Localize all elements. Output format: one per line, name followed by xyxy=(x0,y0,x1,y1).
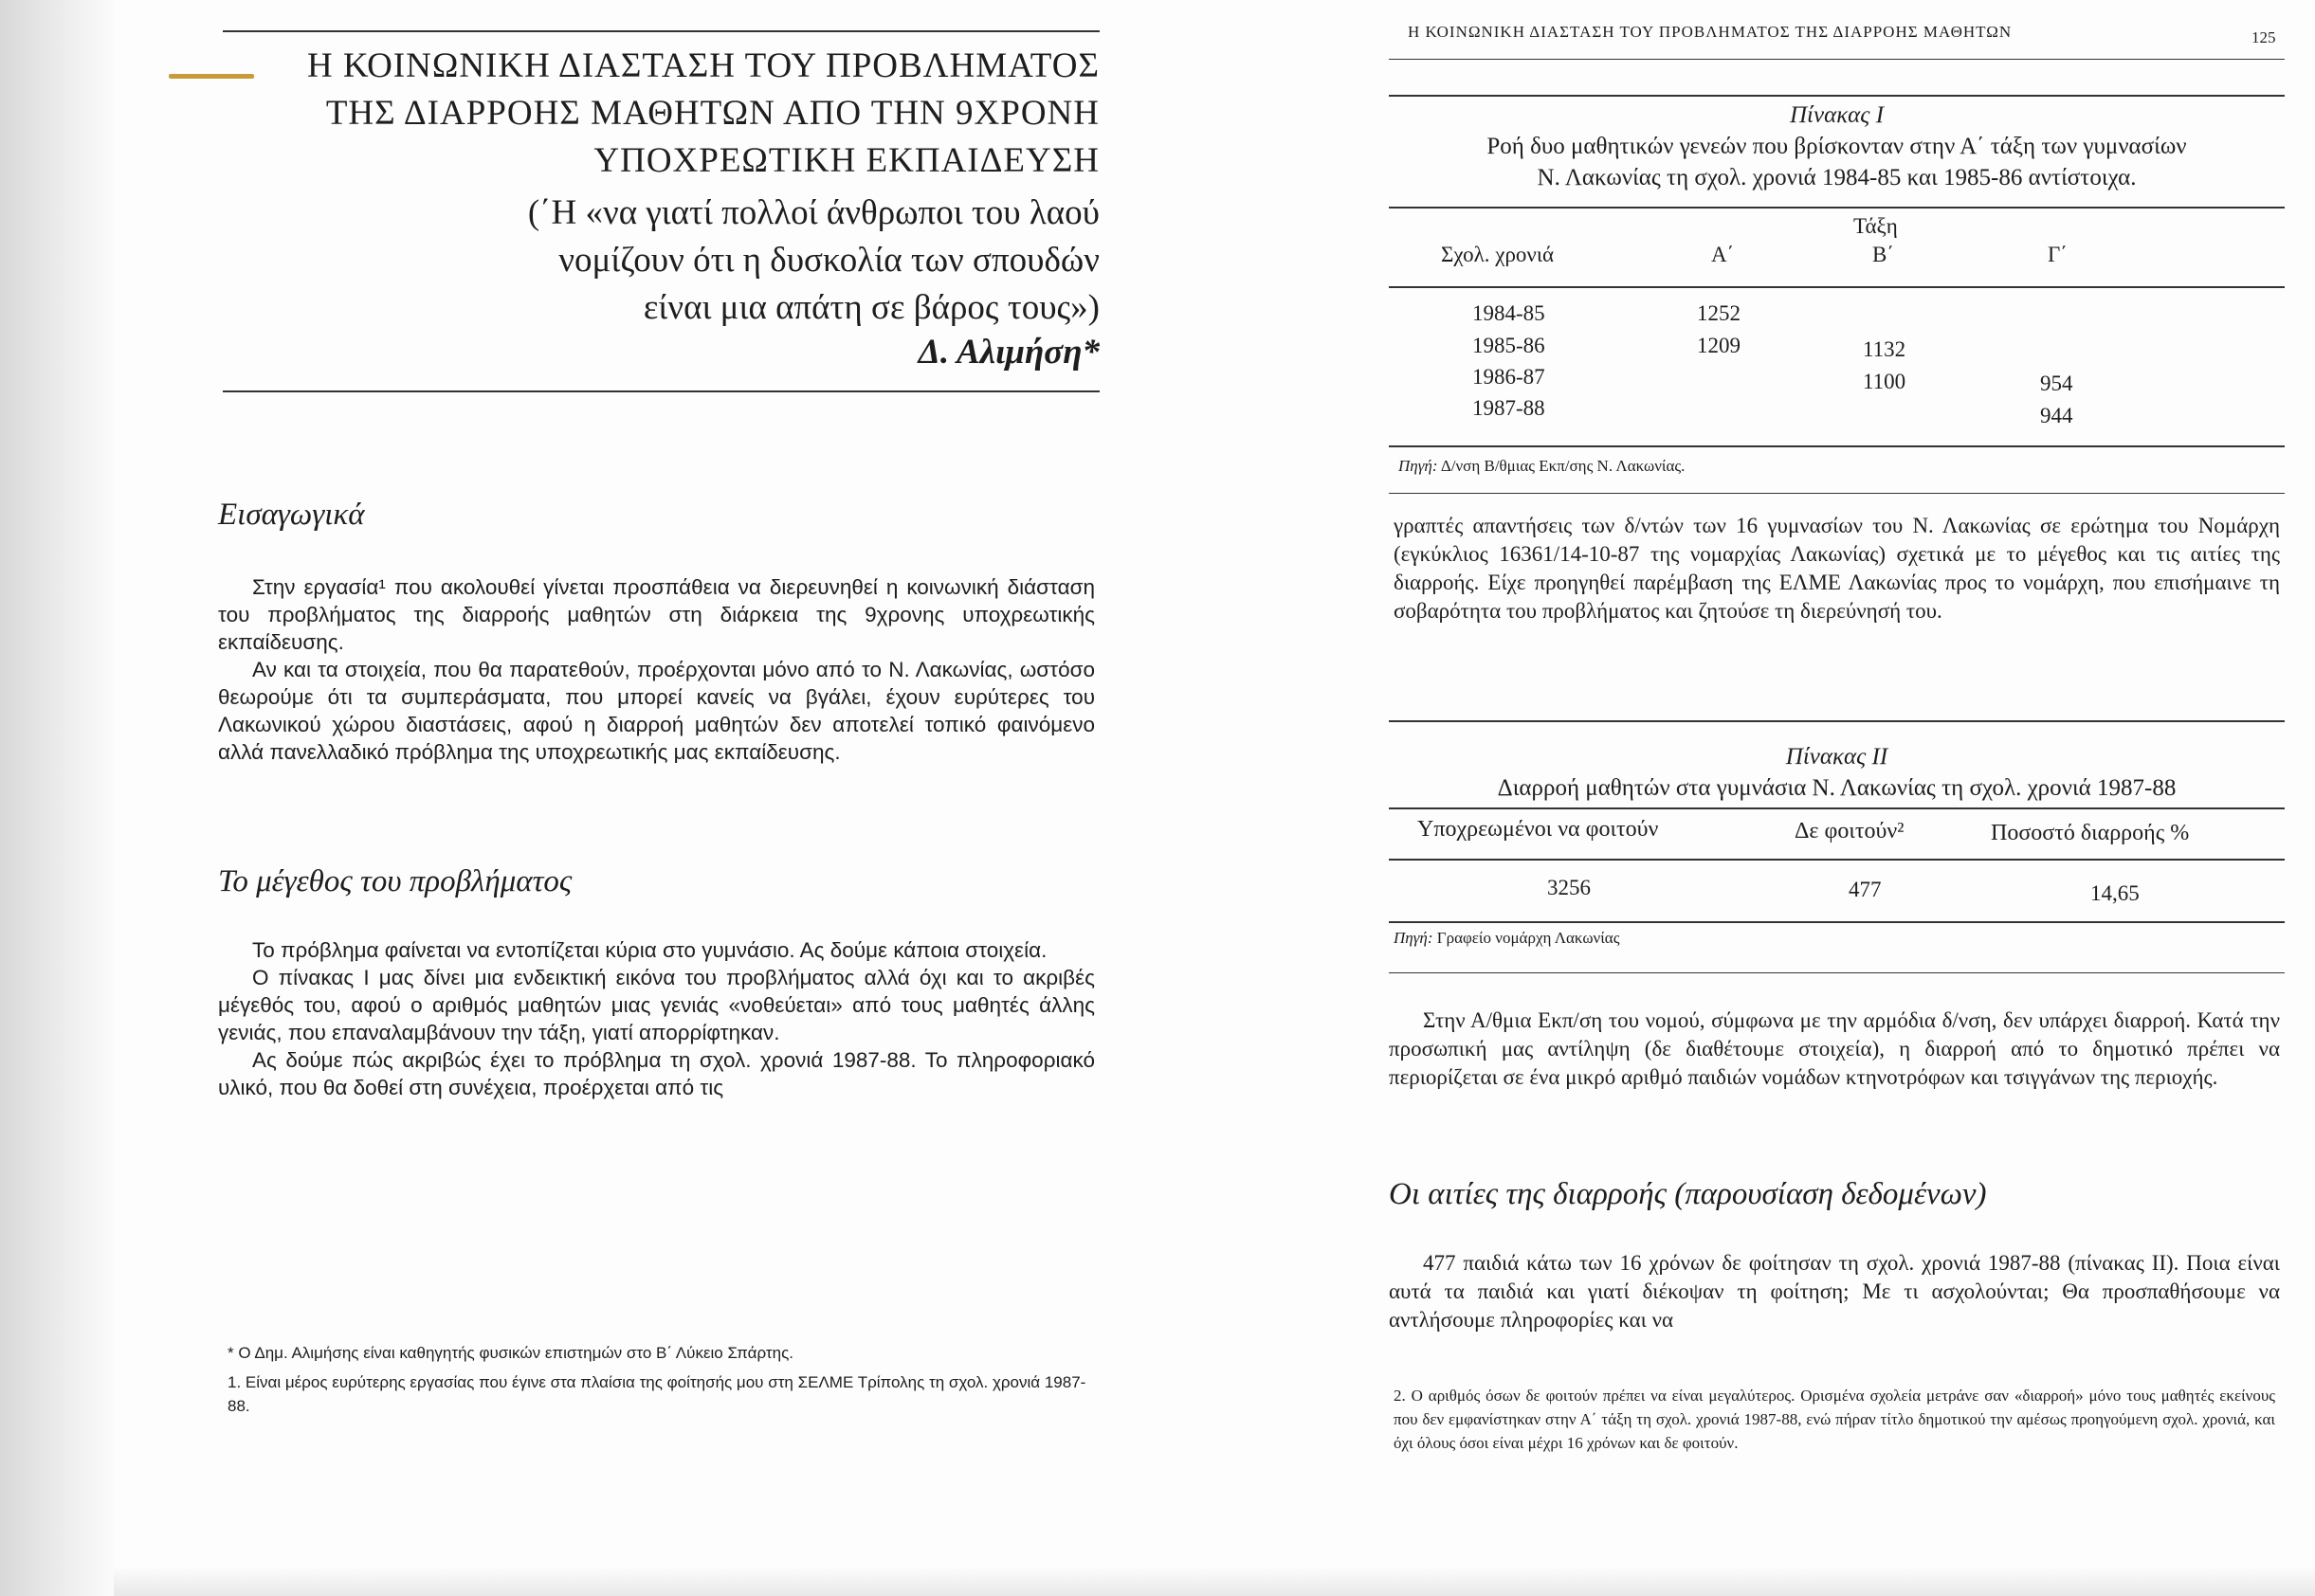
table2-cell: 14,65 xyxy=(2090,881,2140,905)
subtitle-line: (΄Η «να γιατί πολλοί άνθρωποι του λαού xyxy=(527,193,1100,232)
running-head: Η ΚΟΙΝΩΝΙΚΗ ΔΙΑΣΤΑΣΗ ΤΟΥ ΠΡΟΒΛΗΜΑΤΟΣ ΤΗΣ ΔΙΑΡΡΟΗΣ ΜΑΘΗΤΩΝ xyxy=(1408,23,2013,41)
table1-col-c: Γ΄ xyxy=(2048,243,2068,266)
right-paragraph-2 xyxy=(1389,1007,2280,1092)
title-line: ΤΗΣ ΔΙΑΡΡΟΗΣ ΜΑΘΗΤΩΝ ΑΠΟ ΤΗΝ 9ΧΡΟΝΗ xyxy=(325,94,1100,133)
title-line: ΥΠΟΧΡΕΩΤΙΚΗ ΕΚΠΑΙΔΕΥΣΗ xyxy=(593,141,1100,180)
table2-col-1: Υποχρεωμένοι να φοιτούν xyxy=(1417,817,1659,842)
size-text xyxy=(218,936,1095,1101)
paragraph: Ο πίνακας Ι μας δίνει μια ενδεικτική εικόνα του προβλήματος αλλά όχι και το ακριβές μέγεθός του, αφού ο αριθμός μαθητών μιας γενιάς «νοθεύεται» από τους μαθητές άλλης γενιάς, που επαναλαμβάνουν την τάξη, γιατί απορρίφτηκαν. xyxy=(218,966,1095,1044)
table1-col-year: Σχολ. χρονιά xyxy=(1441,243,1555,266)
table1-header-rule xyxy=(1389,207,2285,209)
article-subtitle xyxy=(223,190,1100,332)
table2-caption xyxy=(1389,741,2285,804)
table1-caption-line: Ν. Λακωνίας τη σχολ. χρονιά 1984-85 και 1985-86 αντίστοιχα. xyxy=(1537,165,2137,190)
table1-group-header: Τάξη xyxy=(1853,214,1898,238)
page-bottom-shadow xyxy=(114,1569,2315,1596)
source-text: Γραφείο νομάρχη Λακωνίας xyxy=(1436,929,1620,947)
footnote-author: * Ο Δημ. Αλιμήσης είναι καθηγητής φυσικών επιστημών στο Β΄ Λύκειο Σπάρτης. xyxy=(228,1344,794,1362)
table1-top-rule xyxy=(1389,95,2285,97)
right-paragraph-3 xyxy=(1389,1249,2280,1334)
title-top-rule xyxy=(223,30,1100,32)
table1-cell: 954 xyxy=(2040,372,2073,395)
table1-cell: 1985-86 xyxy=(1472,334,1545,357)
section-heading-intro: Εισαγωγικά xyxy=(218,498,365,532)
table1-caption-line: Ροή δυο μαθητικών γενεών που βρίσκονταν στην Α΄ τάξη των γυμνασίων xyxy=(1486,134,2187,159)
table1-cell: 1100 xyxy=(1863,370,1906,393)
author: Δ. Αλιμήση* xyxy=(918,333,1100,372)
table1-cell: 1984-85 xyxy=(1472,301,1545,325)
footnotes xyxy=(228,1341,1095,1418)
intro-text xyxy=(218,573,1095,766)
table1-cell: 1132 xyxy=(1863,337,1906,361)
footnote-2: 2. Ο αριθμός όσων δε φοιτούν πρέπει να είναι μεγαλύτερος. Ορισμένα σχολεία μετράνε σαν «διαρροή» μόνο τους μαθητές εκείνους που δεν εμφανίστηκαν στην Α΄ τάξη τη σχολ. χρονιά 1987-88, ενώ πήραν τίτλο δημοτικού την αμέσως προηγούμενη σχολ. χρονιά, και όχι όλους όσοι είναι μέχρι 16 χρόνων και δε φοιτούν. xyxy=(1394,1387,2275,1452)
table2-label: Πίνακας ΙΙ xyxy=(1785,744,1888,770)
table2-col-2: Δε φοιτούν² xyxy=(1795,819,1905,843)
paragraph: Αν και τα στοιχεία, που θα παρατεθούν, προέρχονται μόνο από το Ν. Λακωνίας, ωστόσο θεωρούμε ότι τα συμπεράσματα, που μπορεί κανείς να βγάλει, έχουν ευρύτερες του Λακωνικού χώρου διαστάσεις, αφού η διαρροή μαθητών δεν αποτελεί τοπικό φαινόμενο αλλά πανελλαδικό πρόβλημα της υποχρεωτικής μας εκπαίδευσης. xyxy=(218,658,1095,764)
source-label: Πηγή: xyxy=(1398,457,1438,475)
table1-cell: 1987-88 xyxy=(1472,396,1545,420)
table2-cell: 3256 xyxy=(1547,876,1591,899)
paragraph: Στην εργασία¹ που ακολουθεί γίνεται προσπάθεια να διερευνηθεί η κοινωνική διάσταση του προβλήματος της διαρροής μαθητών στη διάρκεια της 9χρονης υποχρεωτικής εκπαίδευσης. xyxy=(218,575,1095,654)
paragraph: γραπτές απαντήσεις των δ/ντών των 16 γυμνασίων του Ν. Λακωνίας σε ερώτημα του Νομάρχη (εγκύκλιος 16361/14-10-87 της νομαρχίας Λακωνίας) σχετικά με το μέγεθος και τις αιτίες της διαρροής. Είχε προηγηθεί παρέμβαση της ΕΛΜΕ Λακωνίας προς το νομάρχη, που επισήμαινε τη σοβαρότητα του προβλήματος και ζητούσε τη διερεύνησή του. xyxy=(1394,514,2280,623)
table1-bottom-rule xyxy=(1389,445,2285,447)
table2-bottom-rule xyxy=(1389,921,2285,923)
table1-col-rule xyxy=(1389,286,2285,288)
table1-col-b: Β΄ xyxy=(1872,243,1894,266)
table2-source-rule xyxy=(1389,972,2285,973)
table1-cell: 944 xyxy=(2040,404,2073,427)
title-line: Η ΚΟΙΝΩΝΙΚΗ ΔΙΑΣΤΑΣΗ ΤΟΥ ΠΡΟΒΛΗΜΑΤΟΣ xyxy=(306,46,1100,85)
paragraph: Το πρόβλημα φαίνεται να εντοπίζεται κύρια στο γυμνάσιο. Ας δούμε κάποια στοιχεία. xyxy=(252,938,1048,962)
article-title xyxy=(223,43,1100,185)
section-heading-size: Το μέγεθος του προβλήματος xyxy=(218,864,573,898)
paragraph: 477 παιδιά κάτω των 16 χρόνων δε φοίτησαν τη σχολ. χρονιά 1987-88 (πίνακας ΙΙ). Ποια είναι αυτά τα παιδιά και γιατί διέκοψαν τη φοίτηση; Με τι ασχολούνται; Θα προσπαθήσουμε να αντλήσουμε πληροφορίες και να xyxy=(1389,1251,2280,1332)
table2-header-rule xyxy=(1389,807,2285,809)
subtitle-line: είναι μια απάτη σε βάρος τους») xyxy=(643,288,1100,327)
table1-cell: 1209 xyxy=(1697,334,1741,357)
book-binding-shadow xyxy=(0,0,114,1596)
section-heading-causes: Οι αιτίες της διαρροής (παρουσίαση δεδομένων) xyxy=(1389,1177,1987,1211)
header-rule xyxy=(1389,59,2285,60)
paragraph: Ας δούμε πώς ακριβώς έχει το πρόβλημα τη σχολ. χρονιά 1987-88. Το πληροφοριακό υλικό, που θα δοθεί στη συνέχεια, προέρχεται από τις xyxy=(218,1048,1095,1099)
footnote-1: 1. Είναι μέρος ευρύτερης εργασίας που έγινε στα πλαίσια της φοίτησής μου στη ΣΕΛΜΕ Τρίπολης τη σχολ. χρονιά 1987-88. xyxy=(228,1373,1086,1415)
table1-label: Πίνακας Ι xyxy=(1789,102,1885,128)
right-paragraph-1 xyxy=(1394,512,2280,626)
paragraph: Στην Α/θμια Εκπ/ση του νομού, σύμφωνα με την αρμόδια δ/νση, δεν υπάρχει διαρροή. Κατά την προσωπική μας αντίληψη (δε διαθέτουμε στοιχεία), η διαρροή από το δημοτικό πρέπει να περιορίζεται σε ένα μικρό αριθμό παιδιών νομάδων κτηνοτρόφων και τσιγγάνων της περιοχής. xyxy=(1389,1008,2280,1089)
table2-top-rule xyxy=(1389,720,2285,722)
table2-cell: 477 xyxy=(1849,878,1882,901)
table1-cell: 1252 xyxy=(1697,301,1741,325)
table1-source xyxy=(1398,457,1685,476)
table2-caption-line: Διαρροή μαθητών στα γυμνάσια Ν. Λακωνίας τη σχολ. χρονιά 1987-88 xyxy=(1497,775,2177,801)
source-text: Δ/νση Β/θμιας Εκπ/σης Ν. Λακωνίας. xyxy=(1440,457,1686,475)
subtitle-line: νομίζουν ότι η δυσκολία των σπουδών xyxy=(558,241,1100,280)
table2-col-rule xyxy=(1389,859,2285,861)
table2-source xyxy=(1394,929,1619,948)
table1-caption xyxy=(1389,100,2285,193)
table1-source-rule xyxy=(1389,493,2285,494)
title-bottom-rule xyxy=(223,390,1100,392)
table1-cell: 1986-87 xyxy=(1472,365,1545,389)
page-number: 125 xyxy=(2251,28,2276,46)
table1-col-a: Α΄ xyxy=(1711,243,1735,266)
source-label: Πηγή: xyxy=(1394,929,1433,947)
table2-col-3: Ποσοστό διαρροής % xyxy=(1991,821,2190,845)
